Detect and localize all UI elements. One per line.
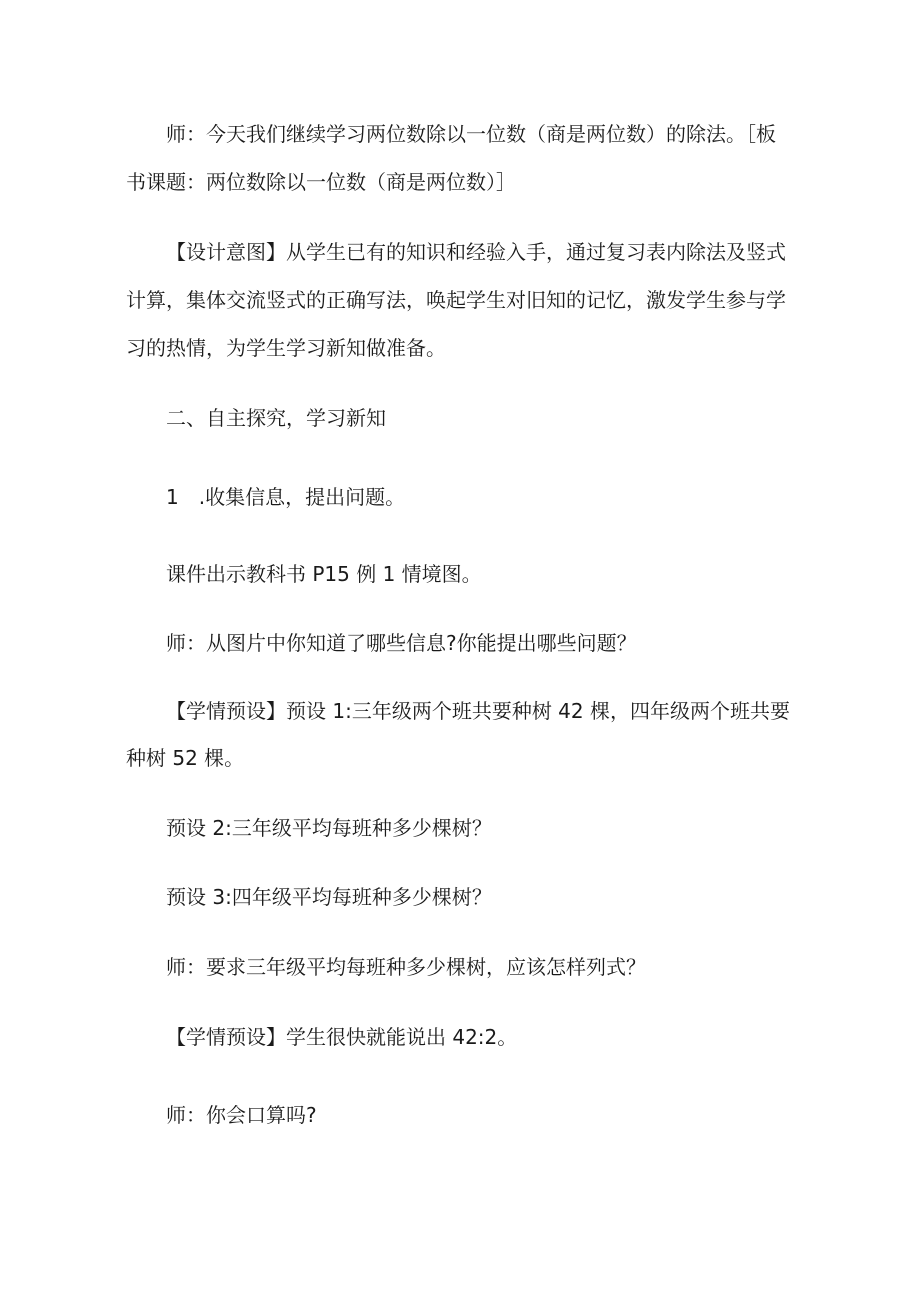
text-line: 预设 2:三年级平均每班种多少棵树？ (166, 816, 492, 840)
text-line: 师：要求三年级平均每班种多少棵树，应该怎样列式？ (166, 955, 646, 979)
text-line: 【设计意图】从学生已有的知识和经验入手，通过复习表内除法及竖式 (166, 240, 786, 264)
text-line: 【学情预设】学生很快就能说出 42:2。 (166, 1025, 518, 1049)
text-line: 师：你会口算吗? (166, 1103, 317, 1127)
text-line: 【学情预设】预设 1:三年级两个班共要种树 42 棵，四年级两个班共要 (166, 699, 790, 723)
text-line: 二、自主探究，学习新知 (166, 406, 386, 430)
text-line: 计算，集体交流竖式的正确写法，唤起学生对旧知的记忆，激发学生参与学 (126, 288, 786, 312)
text-line: 1 .收集信息，提出问题。 (166, 485, 406, 509)
text-line: 师：从图片中你知道了哪些信息?你能提出哪些问题？ (166, 631, 637, 655)
text-line: 师：今天我们继续学习两位数除以一位数（商是两位数）的除法。［板 (166, 122, 776, 146)
text-line: 种树 52 棵。 (126, 746, 245, 770)
text-line: 书课题：两位数除以一位数（商是两位数）］ (126, 170, 516, 194)
text-line: 习的热情，为学生学习新知做准备。 (126, 336, 446, 360)
text-line: 预设 3:四年级平均每班种多少棵树？ (166, 885, 492, 909)
text-line: 课件出示教科书 P15 例 1 情境图。 (166, 562, 482, 586)
